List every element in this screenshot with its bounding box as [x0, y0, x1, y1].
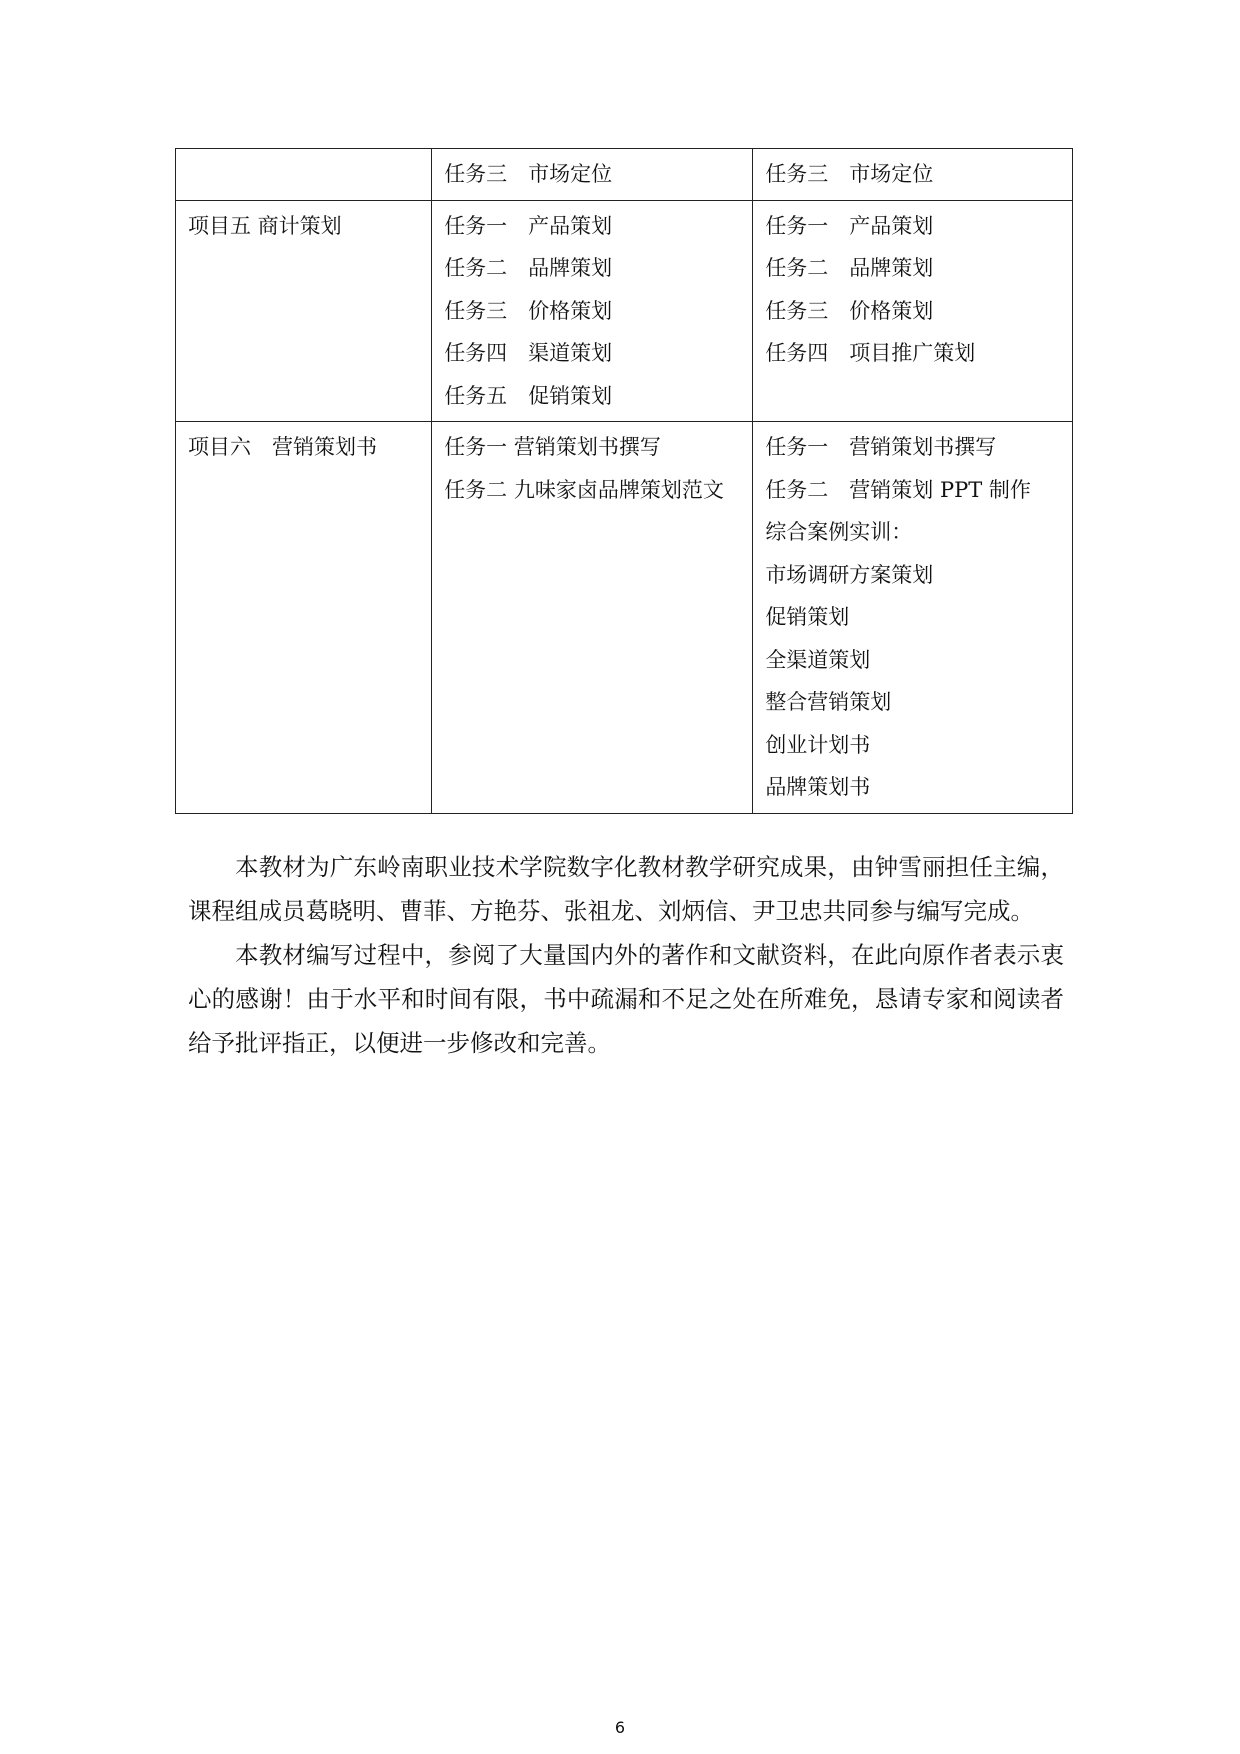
page-number: 6 — [614, 1718, 626, 1737]
task-item: 任务二 品牌策划 — [444, 256, 613, 280]
task-item: 任务二 品牌策划 — [765, 256, 934, 280]
task-item: 任务五 促销策划 — [444, 383, 613, 408]
task-item: 综合案例实训： — [765, 520, 913, 544]
task-item: 任务一 产品策划 — [444, 213, 613, 238]
task-item: 任务二 九味家卤品牌策划范文 — [444, 477, 724, 502]
tasks-cell-col3 — [753, 200, 1073, 422]
task-item: 任务一 产品策划 — [765, 213, 934, 238]
tasks-cell-col2 — [432, 422, 753, 814]
table-row — [176, 422, 1073, 814]
tasks-cell-col3 — [753, 149, 1073, 201]
task-item: 任务三 市场定位 — [444, 162, 613, 186]
project-cell — [176, 422, 432, 814]
task-item: 任务一 营销策划书撰写 — [765, 435, 997, 459]
paragraph: 本教材编写过程中，参阅了大量国内外的著作和文献资料，在此向原作者表示衷心的感谢！由于水平和时间有限，书中疏漏和不足之处在所难免，恳请专家和阅读者给予批评指正，以便进一步修改和完善。 — [188, 941, 1064, 1057]
project-label: 项目六 营销策划书 — [188, 435, 377, 459]
tasks-cell-col3 — [753, 422, 1073, 814]
task-item: 全渠道策划 — [765, 647, 871, 672]
task-item: 促销策划 — [765, 605, 850, 629]
tasks-cell-col2 — [432, 200, 753, 422]
paragraph: 本教材为广东岭南职业技术学院数字化教材教学研究成果，由钟雪丽担任主编，课程组成员葛晓明、曹菲、方艳芬、张祖龙、刘炳信、尹卫忠共同参与编写完成。 — [188, 853, 1064, 925]
task-item: 整合营销策划 — [765, 690, 892, 714]
project-cell — [176, 149, 432, 201]
task-item: 任务三 市场定位 — [765, 162, 934, 186]
table-row — [176, 149, 1073, 201]
task-item: 任务四 项目推广策划 — [765, 341, 976, 365]
project-label: 项目五 商计策划 — [188, 213, 342, 238]
project-cell — [176, 200, 432, 422]
task-item: 任务一 营销策划书撰写 — [444, 435, 661, 459]
task-item: 市场调研方案策划 — [765, 562, 934, 587]
task-item: 创业计划书 — [765, 732, 871, 757]
project-label — [188, 153, 419, 196]
body-text — [188, 845, 1064, 1065]
table-row — [176, 200, 1073, 422]
syllabus-table — [175, 148, 1073, 814]
task-item: 任务二 营销策划 PPT 制作 — [765, 477, 1031, 502]
task-item: 任务三 价格策划 — [765, 298, 934, 323]
task-item: 品牌策划书 — [765, 775, 871, 799]
task-item: 任务四 渠道策划 — [444, 341, 613, 365]
task-item: 任务三 价格策划 — [444, 298, 613, 323]
tasks-cell-col2 — [432, 149, 753, 201]
